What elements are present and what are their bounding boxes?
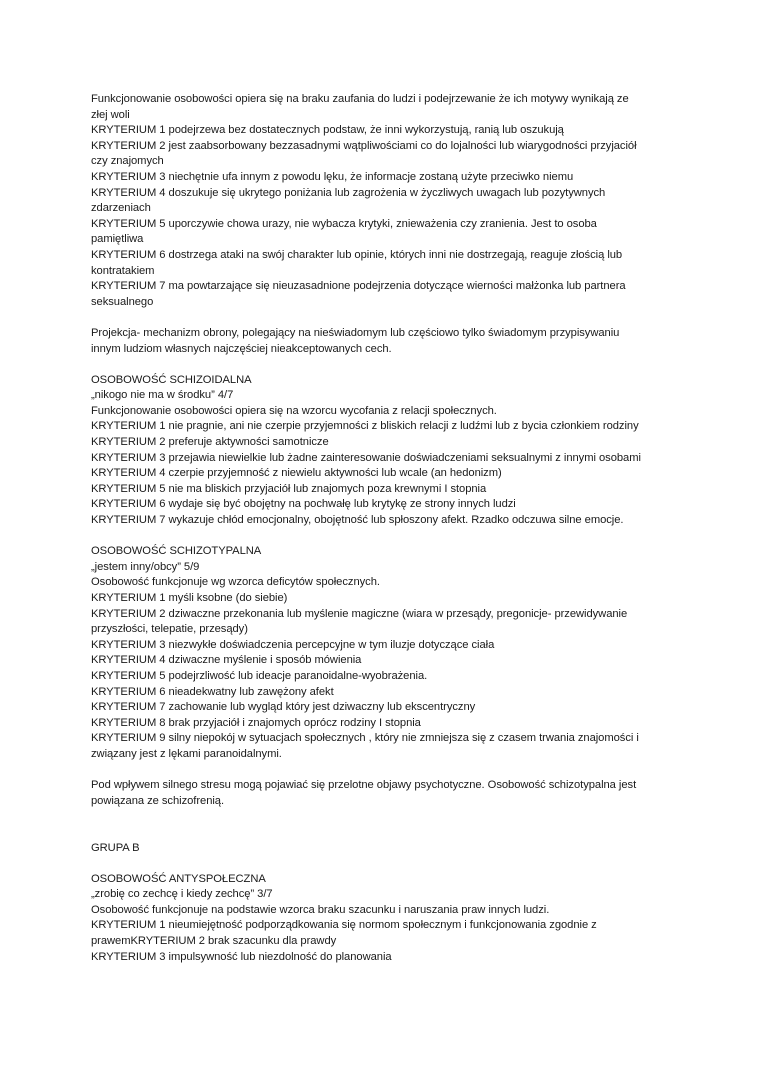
text-line: Osobowość funkcjonuje wg wzorca deficytów społecznych. xyxy=(91,576,380,589)
group-b-heading-block xyxy=(91,841,680,857)
schizotypal-section xyxy=(91,544,680,762)
text-line: kontratakiem xyxy=(91,264,155,277)
text-line: KRYTERIUM 2 dziwaczne przekonania lub myślenie magiczne (wiara w przesądy, pregonicje- przewidywanie xyxy=(91,607,628,620)
antisocial-section xyxy=(91,872,680,966)
text-line: KRYTERIUM 3 impulsywność lub niezdolność do planowania xyxy=(91,950,392,963)
text-line: KRYTERIUM 2 preferuje aktywności samotnicze xyxy=(91,436,329,449)
text-line: KRYTERIUM 6 dostrzega ataki na swój charakter lub opinie, których inni nie dostrzegają, reaguje złością lub xyxy=(91,248,623,261)
document-content xyxy=(91,92,680,965)
text-line: powiązana ze schizofrenią. xyxy=(91,794,225,807)
text-line: prawemKRYTERIUM 2 brak szacunku dla prawdy xyxy=(91,935,337,948)
section-heading: OSOBOWOŚĆ ANTYSPOŁECZNA xyxy=(91,872,266,885)
paragraph-gap xyxy=(91,529,680,545)
text-line: zdarzeniach xyxy=(91,202,151,215)
paragraph-gap xyxy=(91,856,680,872)
text-line: KRYTERIUM 4 czerpie przyjemność z niewielu aktywności lub wcale (an hedonizm) xyxy=(91,467,502,480)
text-line: KRYTERIUM 4 doszukuje się ukrytego poniżania lub zagrożenia w życzliwych uwagach lub pozytywnych xyxy=(91,186,606,199)
text-line: Osobowość funkcjonuje na podstawie wzorca braku szacunku i naruszania praw innych ludzi. xyxy=(91,903,550,916)
text-line: KRYTERIUM 1 myśli ksobne (do siebie) xyxy=(91,592,288,604)
section-heading: OSOBOWOŚĆ SCHIZOTYPALNA xyxy=(91,545,262,558)
text-line: Projekcja- mechanizm obrony, polegający na nieświadomym lub częściowo tylko świadomym przypisywaniu xyxy=(91,326,620,339)
text-line: „jestem inny/obcy” 5/9 xyxy=(91,560,200,573)
text-line: Funkcjonowanie osobowości opiera się na braku zaufania do ludzi i podejrzewanie że ich motywy wynikają ze xyxy=(91,93,629,105)
paragraph-gap xyxy=(91,763,680,779)
paragraph-gap xyxy=(91,809,680,840)
text-line: KRYTERIUM 5 podejrzliwość lub ideacje paranoidalne-wyobrażenia. xyxy=(91,669,428,682)
text-line: KRYTERIUM 1 nie pragnie, ani nie czerpie przyjemności z bliskich relacji z ludźmi lub z bycia członkiem rodziny xyxy=(91,420,639,433)
text-line: KRYTERIUM 7 wykazuje chłód emocjonalny, obojętność lub spłoszony afekt. Rzadko odczuwa silne emocje. xyxy=(91,514,624,527)
projection-paragraph xyxy=(91,326,680,357)
paragraph-gap xyxy=(91,357,680,373)
text-line: pamiętliwa xyxy=(91,233,144,246)
text-line: „nikogo nie ma w środku” 4/7 xyxy=(91,389,234,402)
paragraph-gap xyxy=(91,310,680,326)
text-line: KRYTERIUM 3 niechętnie ufa innym z powodu lęku, że informacje zostaną użyte przeciwko niemu xyxy=(91,170,574,183)
schizoid-section xyxy=(91,373,680,529)
text-line: związany jest z lękami paranoidalnymi. xyxy=(91,747,282,760)
text-line: KRYTERIUM 7 zachowanie lub wygląd który jest dziwaczny lub ekscentryczny xyxy=(91,701,476,714)
stress-paragraph xyxy=(91,778,680,809)
text-line: KRYTERIUM 6 nieadekwatny lub zawężony afekt xyxy=(91,685,334,698)
text-line: KRYTERIUM 5 uporczywie chowa urazy, nie wybacza krytyki, znieważenia czy zranienia. Jest to osoba xyxy=(91,217,597,230)
text-line: czy znajomych xyxy=(91,155,164,168)
text-line: KRYTERIUM 2 jest zaabsorbowany bezzasadnymi wątpliwościami co do lojalności lub wiarygodności przyjaciół xyxy=(91,139,637,152)
text-line: Funkcjonowanie osobowości opiera się na wzorcu wycofania z relacji społecznych. xyxy=(91,404,497,417)
text-line: seksualnego xyxy=(91,295,154,308)
paranoid-criteria-block xyxy=(91,92,680,310)
text-line: Pod wpływem silnego stresu mogą pojawiać się przelotne objawy psychotyczne. Osobowość schizotypalna jest xyxy=(91,779,637,792)
text-line: KRYTERIUM 3 niezwykłe doświadczenia percepcyjne w tym iluzje dotyczące ciała xyxy=(91,638,495,651)
text-line: KRYTERIUM 5 nie ma bliskich przyjaciół lub znajomych poza krewnymi I stopnia xyxy=(91,482,487,495)
text-line: KRYTERIUM 8 brak przyjaciół i znajomych oprócz rodziny I stopnia xyxy=(91,716,421,729)
text-line: KRYTERIUM 9 silny niepokój w sytuacjach społecznych , który nie zmniejsza się z czasem trwania znajomości i xyxy=(91,732,639,745)
text-line: przyszłości, telepatie, przesądy) xyxy=(91,623,248,636)
text-line: KRYTERIUM 7 ma powtarzające się nieuzasadnione podejrzenia dotyczące wierności małżonka lub partnera xyxy=(91,280,626,293)
text-line: KRYTERIUM 4 dziwaczne myślenie i sposób mówienia xyxy=(91,654,362,667)
text-line: KRYTERIUM 1 nieumiejętność podporządkowania się normom społecznym i funkcjonowania zgodnie z xyxy=(91,919,597,932)
text-line: „zrobię co zechcę i kiedy zechcę” 3/7 xyxy=(91,888,273,901)
text-line: innym ludziom własnych najczęściej nieakceptowanych cech. xyxy=(91,342,392,355)
group-heading: GRUPA B xyxy=(91,841,140,854)
text-line: KRYTERIUM 6 wydaje się być obojętny na pochwałę lub krytykę ze strony innych ludzi xyxy=(91,498,516,511)
text-line: KRYTERIUM 3 przejawia niewielkie lub żadne zainteresowanie doświadczeniami seksualnymi z innymi osobami xyxy=(91,451,641,464)
section-heading: OSOBOWOŚĆ SCHIZOIDALNA xyxy=(91,373,252,386)
text-line: złej woli xyxy=(91,108,130,121)
text-line: KRYTERIUM 1 podejrzewa bez dostatecznych podstaw, że inni wykorzystują, ranią lub oszukują xyxy=(91,124,564,137)
